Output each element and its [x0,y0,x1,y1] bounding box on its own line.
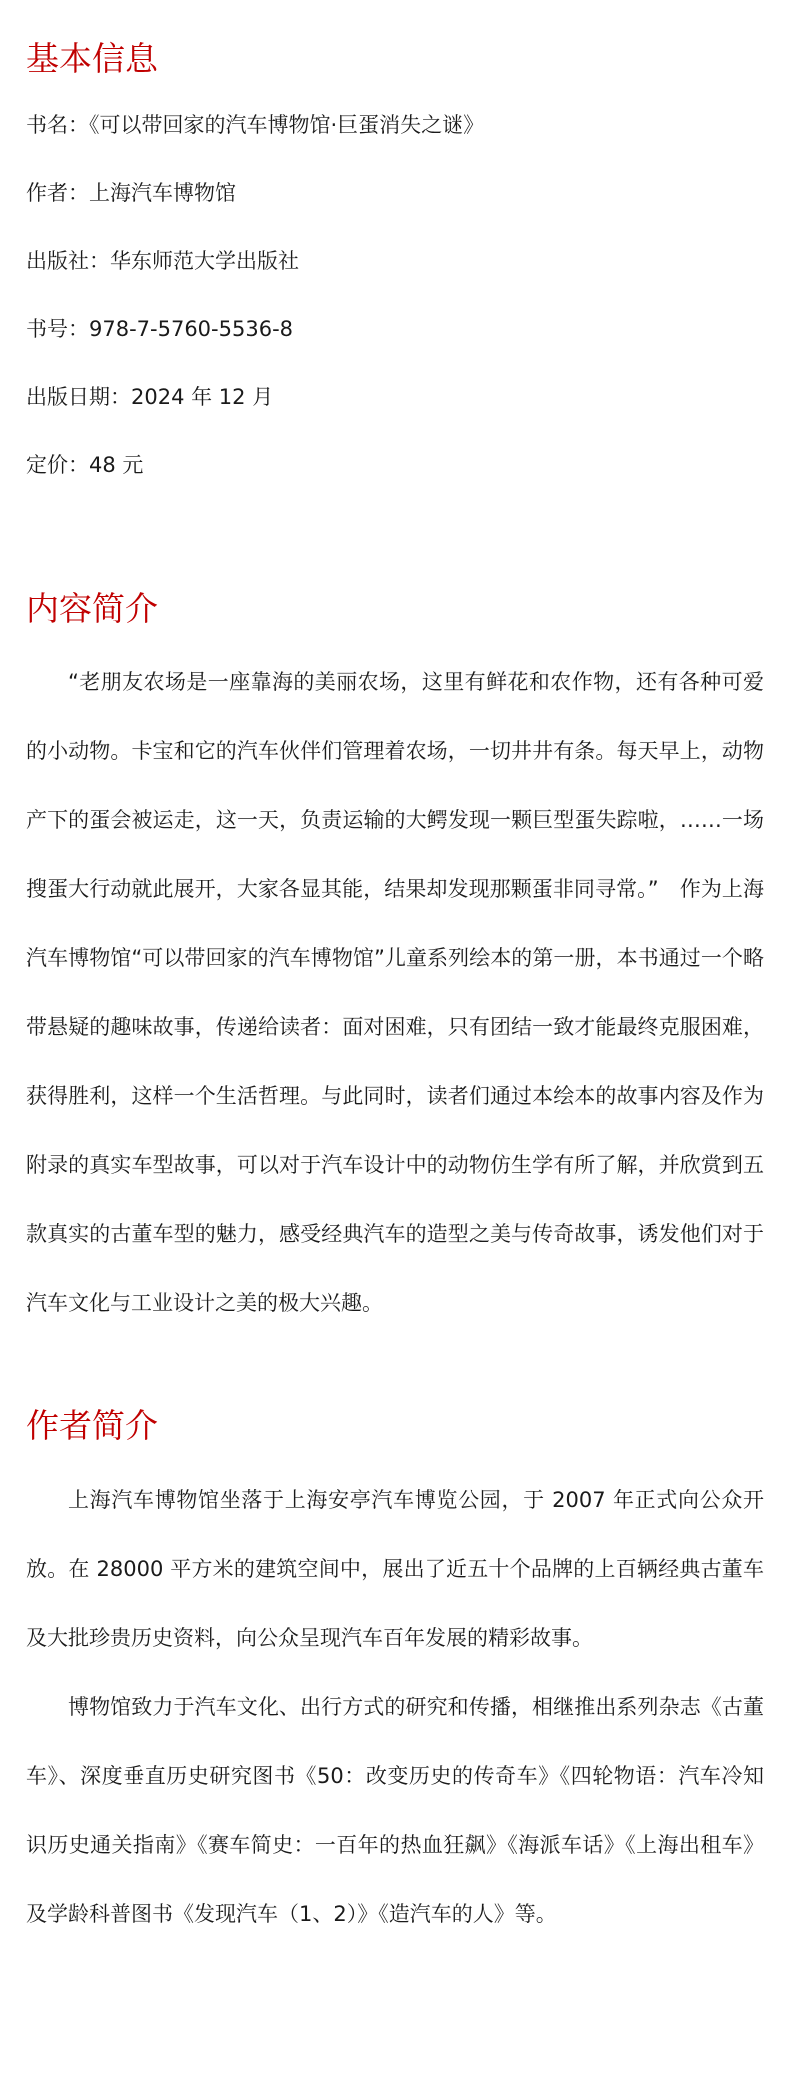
author-intro-paragraph-1: 上海汽车博物馆坐落于上海安亭汽车博览公园，于 2007 年正式向公众开放。在 28000 平方米的建筑空间中，展出了近五十个品牌的上百辆经典古董车及大批珍贵历史资料，向公众呈现汽车百年发展的精彩故事。 [26,1487,764,1650]
author-intro-paragraph-2: 博物馆致力于汽车文化、出行方式的研究和传播，相继推出系列杂志《古董车》、深度垂直历史研究图书《50：改变历史的传奇车》《四轮物语：汽车冷知识历史通关指南》《赛车简史：一百年的热血狂飙》《海派车话》《上海出租车》及学龄科普图书《发现汽车（1、2）》《造汽车的人》等。 [26,1694,764,1926]
author-line: 作者：上海汽车博物馆 [26,180,236,205]
content-intro-section [26,589,764,1339]
content-intro-paragraph: “老朋友农场是一座靠海的美丽农场，这里有鲜花和农作物，还有各种可爱的小动物。卡宝和它的汽车伙伴们管理着农场，一切井井有条。每天早上，动物产下的蛋会被运走，这一天，负责运输的大鳄发现一颗巨型蛋失踪啦，……一场搜蛋大行动就此展开，大家各显其能，结果却发现那颗蛋非同寻常。” 作为上海汽车博物馆“可以带回家的汽车博物馆”儿童系列绘本的第一册，本书通过一个略带悬疑的趣味故事，传递给读者：面对困难，只有团结一致才能最终克服困难，获得胜利，这样一个生活哲理。与此同时，读者们通过本绘本的故事内容及作为附录的真实车型故事，可以对于汽车设计中的动物仿生学有所了解，并欣赏到五款真实的古董车型的魅力，感受经典汽车的造型之美与传奇故事，诱发他们对于汽车文化与工业设计之美的极大兴趣。 [26,670,764,1316]
basic-info-list [26,91,764,499]
author-intro-heading: 作者简介 [26,1406,158,1446]
price-line: 定价：48 元 [26,452,144,477]
basic-info-section [26,0,764,499]
basic-info-heading: 基本信息 [26,39,158,78]
isbn-line: 书号：978-7-5760-5536-8 [26,316,294,341]
pub-date-line: 出版日期：2024 年 12 月 [26,384,274,409]
book-title-line: 书名：《可以带回家的汽车博物馆·巨蛋消失之谜》 [26,112,485,137]
content-intro-heading: 内容简介 [26,588,158,628]
publisher-line: 出版社：华东师范大学出版社 [26,248,299,273]
author-intro-section [26,1406,764,1949]
